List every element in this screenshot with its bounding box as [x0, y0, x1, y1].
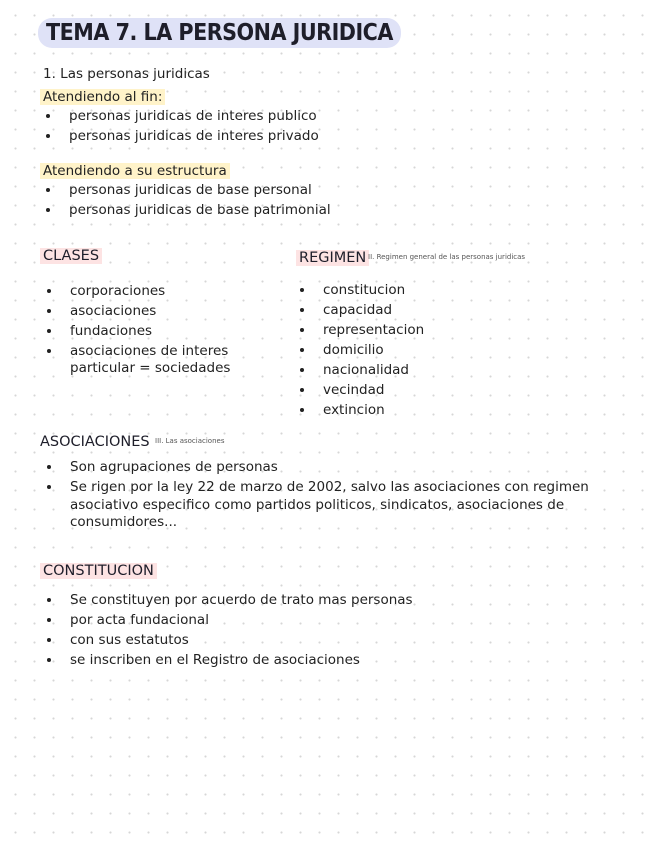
label-atendiendo-estructura	[40, 162, 230, 180]
clases-heading	[40, 247, 102, 266]
clases-list	[44, 281, 274, 377]
section-heading-personas-juridicas: 1. Las personas juridicas	[43, 66, 210, 82]
list-item: constitucion	[297, 280, 597, 300]
estructura-list	[43, 180, 603, 220]
clases-heading-text: CLASES	[40, 248, 102, 264]
list-item: asociaciones	[44, 301, 274, 321]
asociaciones-note: III. Las asociaciones	[155, 437, 225, 445]
list-item: personas juridicas de interes publico	[43, 106, 603, 126]
list-item: capacidad	[297, 300, 597, 320]
list-item: se inscriben en el Registro de asociaciones	[44, 650, 604, 670]
list-item: por acta fundacional	[44, 610, 604, 630]
page-title: TEMA 7. LA PERSONA JURIDICA	[38, 18, 401, 48]
list-item: domicilio	[297, 340, 597, 360]
list-item: personas juridicas de base patrimonial	[43, 200, 603, 220]
list-item: personas juridicas de interes privado	[43, 126, 603, 146]
constitucion-list	[44, 590, 604, 670]
list-item: Se constituyen por acuerdo de trato mas personas	[44, 590, 604, 610]
label-atendiendo-fin-text: Atendiendo al fin:	[40, 89, 165, 105]
list-item: vecindad	[297, 380, 597, 400]
asociaciones-heading: ASOCIACIONES	[40, 434, 150, 450]
list-item: nacionalidad	[297, 360, 597, 380]
list-item: con sus estatutos	[44, 630, 604, 650]
regimen-heading	[296, 249, 369, 268]
asociaciones-list	[44, 457, 612, 532]
list-item: fundaciones	[44, 321, 274, 341]
list-item: personas juridicas de base personal	[43, 180, 603, 200]
constitucion-heading	[40, 562, 157, 581]
list-item: Son agrupaciones de personas	[44, 457, 612, 477]
label-atendiendo-fin	[40, 88, 165, 106]
list-item: extincion	[297, 400, 597, 420]
fin-list	[43, 106, 603, 146]
regimen-heading-text: REGIMEN	[296, 250, 369, 266]
label-atendiendo-estructura-text: Atendiendo a su estructura	[40, 163, 230, 179]
list-item: asociaciones de interes particular = sociedades	[44, 341, 274, 377]
list-item: corporaciones	[44, 281, 274, 301]
regimen-note: II. Regimen general de las personas juridicas	[368, 253, 526, 261]
regimen-list	[297, 280, 597, 420]
list-item: Se rigen por la ley 22 de marzo de 2002, salvo las asociaciones con regimen asociativo especifico como partidos politicos, sindicatos, asociaciones de consumidores...	[44, 477, 612, 532]
constitucion-heading-text: CONSTITUCION	[40, 563, 157, 579]
list-item: representacion	[297, 320, 597, 340]
